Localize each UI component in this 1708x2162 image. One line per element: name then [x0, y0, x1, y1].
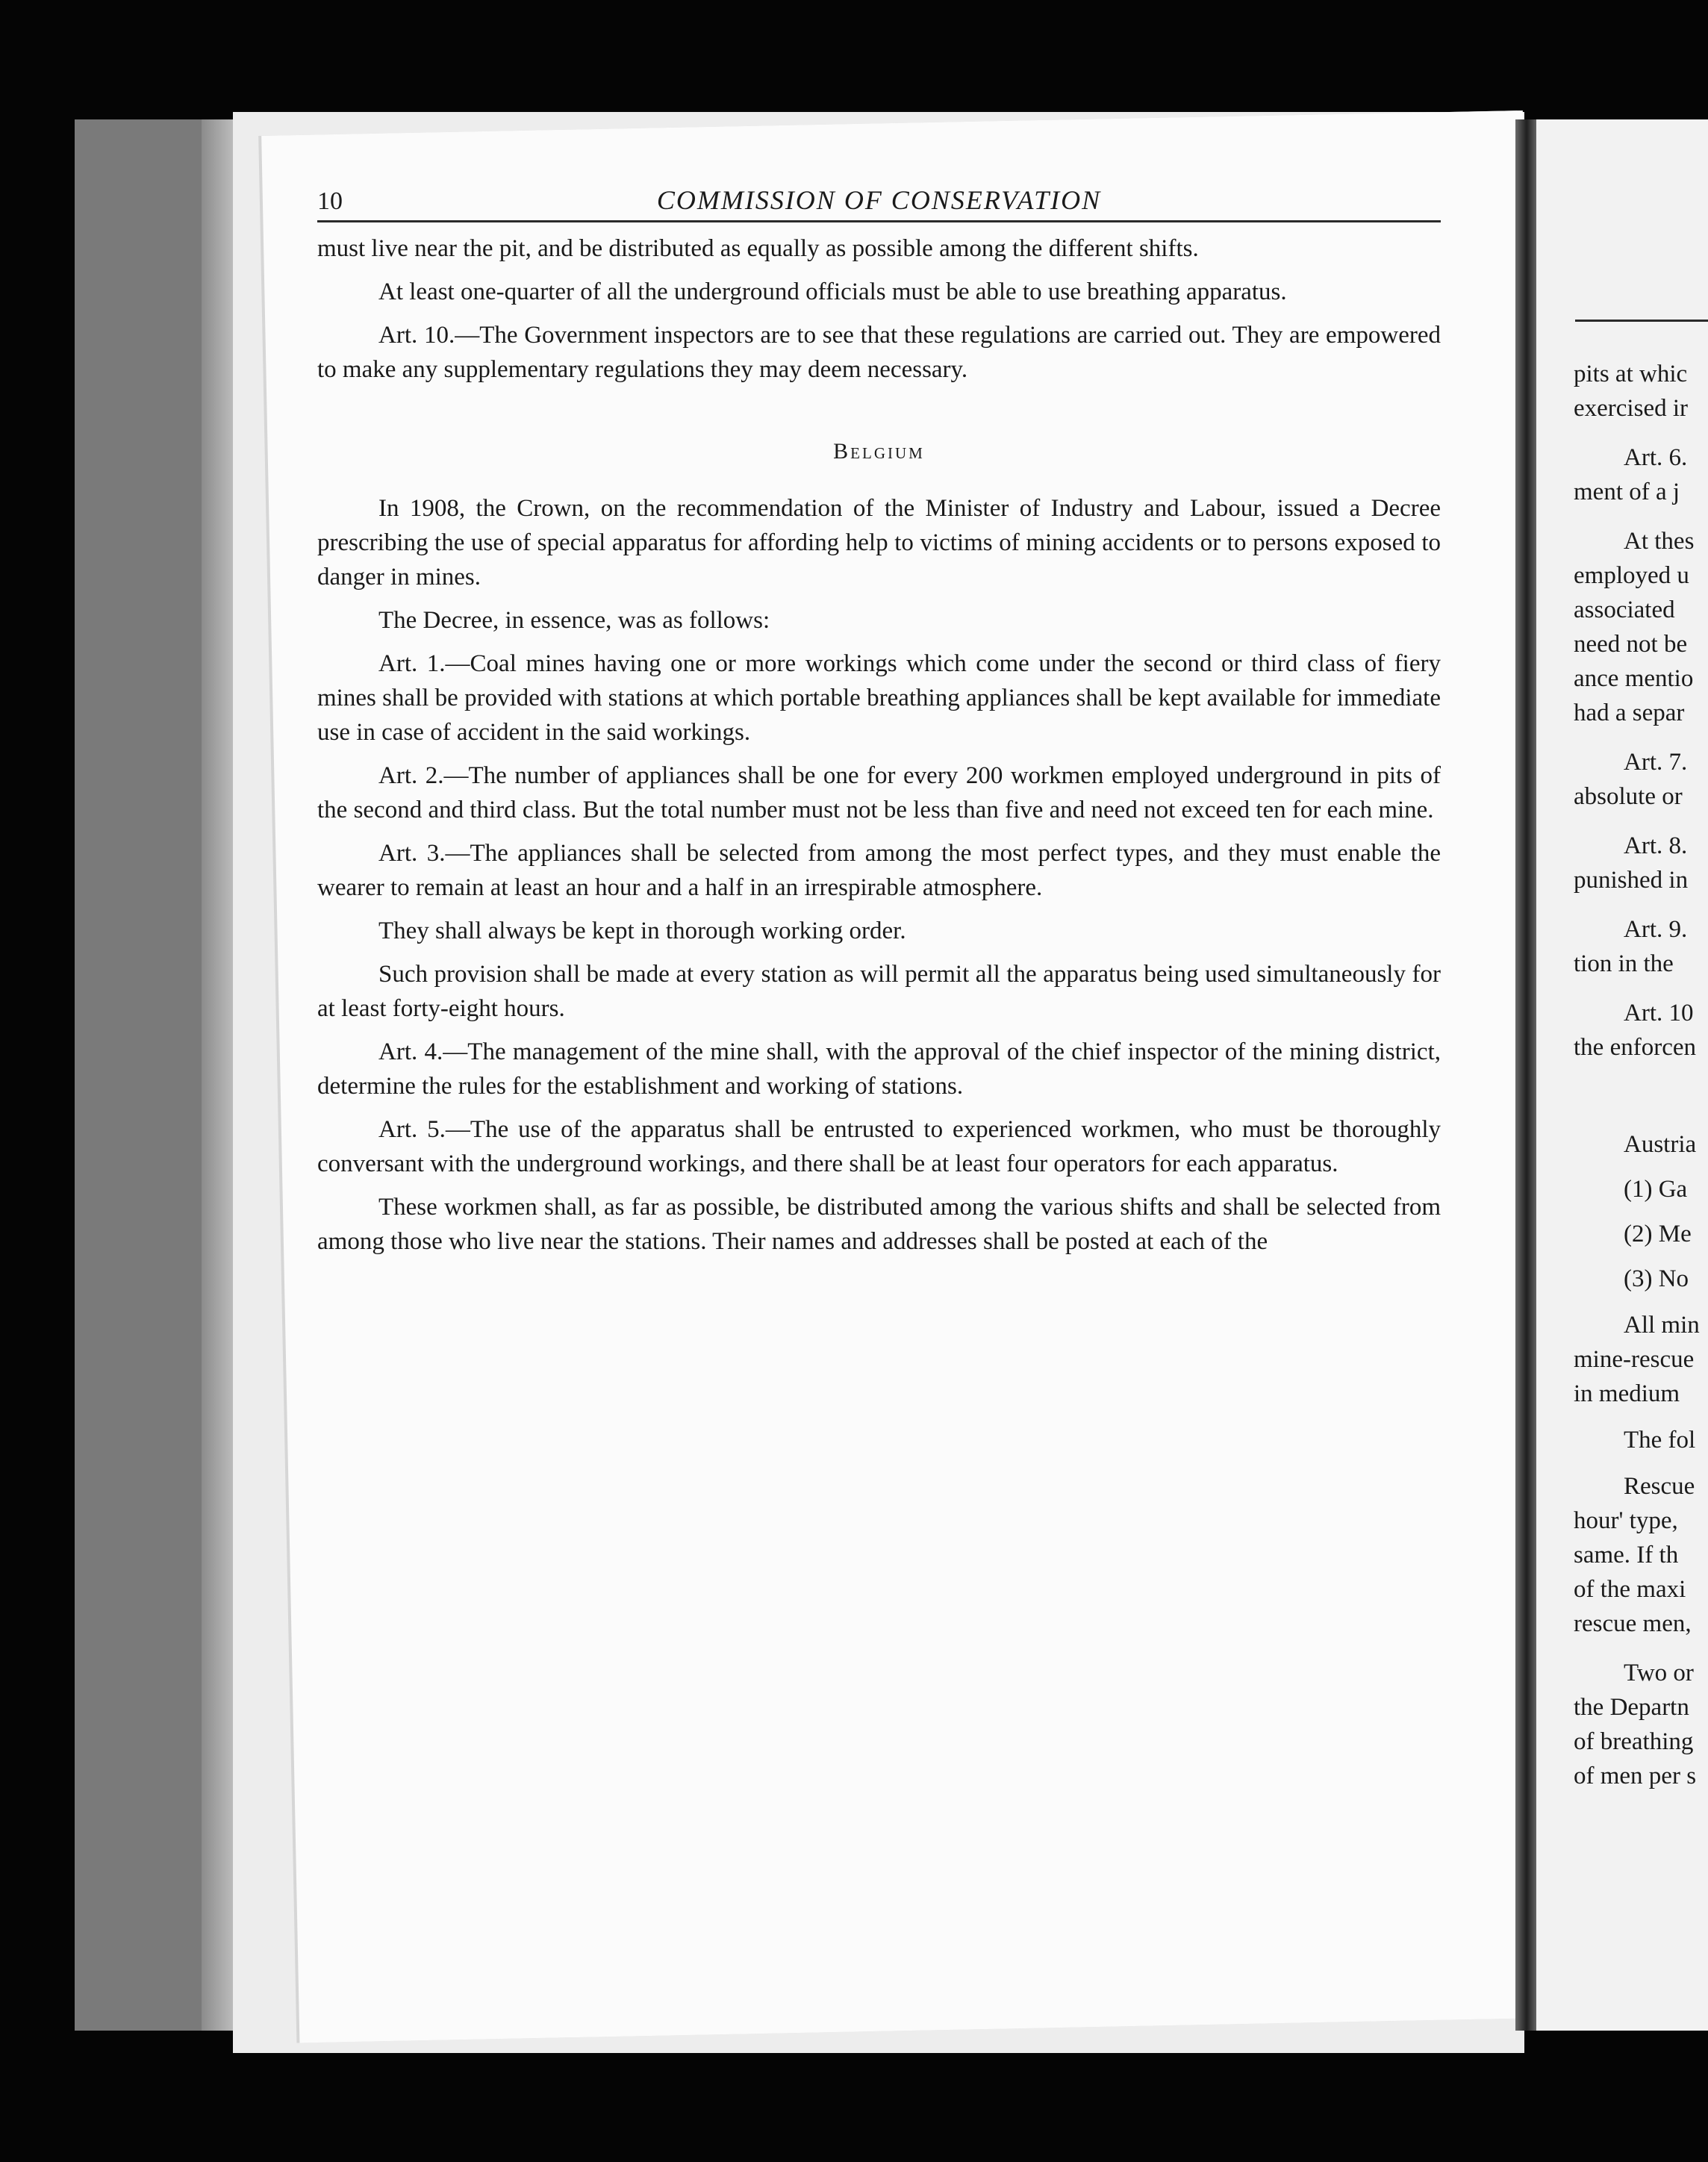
paragraph: At least one-quarter of all the underground officials must be able to use breathing apparatus. [378, 278, 1287, 305]
body-text [317, 231, 1441, 1268]
right-page-line: Art. 7. [1624, 749, 1688, 776]
paragraph: They shall always be kept in thorough working order. [378, 918, 906, 944]
page-number: 10 [317, 187, 343, 215]
right-page-line: mine-rescue [1574, 1346, 1695, 1373]
right-page-line: Art. 6. [1624, 444, 1688, 471]
paragraph: In 1908, the Crown, on the recommendation of the Minister of Industry and Labour, issued a Decree prescribing the use of special apparatus for affording help to victims of mining accidents or to persons exposed to danger in mines. [317, 495, 1441, 591]
right-page-line: same. If th [1574, 1542, 1679, 1568]
right-page-header-rule [1575, 320, 1708, 322]
right-page-line: (1) Ga [1624, 1176, 1688, 1203]
right-page-line: tion in the [1574, 950, 1674, 977]
right-page-line: All min [1624, 1312, 1700, 1339]
right-page-line: exercised ir [1574, 395, 1688, 422]
right-page-line: (2) Me [1624, 1221, 1692, 1247]
paragraph: must live near the pit, and be distributed as equally as possible among the different shifts. [317, 235, 1199, 262]
right-page-line: At thes [1624, 528, 1695, 555]
paragraph: Art. 1.—Coal mines having one or more workings which come under the second or third class of fiery mines shall be provided with stations at which portable breathing appliances shall be kept available for immediate use in case of accident in the said workings. [317, 650, 1441, 746]
right-page-line: The fol [1624, 1427, 1696, 1454]
right-page-line: of the maxi [1574, 1576, 1686, 1603]
book-gutter [1515, 119, 1538, 2031]
right-page-line: of breathing [1574, 1728, 1694, 1755]
right-page-line: Austria [1624, 1131, 1697, 1158]
right-page-line: the enforcen [1574, 1034, 1696, 1061]
right-page-line: Art. 8. [1624, 832, 1688, 859]
section-heading: Belgium [833, 439, 925, 464]
paragraph: Such provision shall be made at every station as will permit all the apparatus being used simultaneously for at least forty-eight hours. [317, 961, 1441, 1022]
right-page-line: (3) No [1624, 1265, 1689, 1292]
paragraph: Art. 5.—The use of the apparatus shall be entrusted to experienced workmen, who must be thoroughly conversant with the underground workings, and there shall be at least four operators for each apparatus. [317, 1116, 1441, 1177]
right-page-line: the Departn [1574, 1694, 1689, 1721]
right-page-line: absolute or [1574, 783, 1683, 810]
right-page-line: need not be [1574, 631, 1688, 658]
right-page-line: had a separ [1574, 700, 1685, 726]
right-page-line: ance mentio [1574, 665, 1694, 692]
right-page-line: punished in [1574, 867, 1689, 894]
paragraph: Art. 3.—The appliances shall be selected from among the most perfect types, and they must enable the wearer to remain at least an hour and a half in an irrespirable atmosphere. [317, 840, 1441, 901]
right-page-line: in medium [1574, 1380, 1680, 1407]
right-page-line: of men per s [1574, 1763, 1697, 1789]
running-head: COMMISSION OF CONSERVATION [656, 185, 1102, 215]
right-page-line: employed u [1574, 562, 1689, 589]
paragraph: Art. 10.—The Government inspectors are to see that these regulations are carried out. They are empowered to make any supplementary regulations they may deem necessary. [317, 322, 1441, 383]
right-page-line: Two or [1624, 1660, 1694, 1686]
right-page-line: Rescue [1624, 1473, 1695, 1500]
right-page-line: ment of a j [1574, 479, 1680, 505]
right-page-line: hour' type, [1574, 1507, 1678, 1534]
right-page-line: associated [1574, 596, 1675, 623]
paragraph: The Decree, in essence, was as follows: [378, 607, 770, 634]
page-header [317, 168, 1441, 222]
right-page-line: pits at whic [1574, 361, 1688, 387]
paragraph: Art. 4.—The management of the mine shall, with the approval of the chief inspector of the mining district, determine the rules for the establishment and working of stations. [317, 1038, 1441, 1100]
right-page-line: Art. 10 [1624, 1000, 1694, 1027]
paragraph: Art. 2.—The number of appliances shall be one for every 200 workmen employed underground in pits of the second and third class. But the total number must not be less than five and need not exceed ten for each mine. [317, 762, 1441, 823]
paragraph: These workmen shall, as far as possible, be distributed among the various shifts and shall be selected from among those who live near the stations. Their names and addresses shall be posted at each of the [317, 1194, 1441, 1255]
right-page-line: rescue men, [1574, 1610, 1692, 1637]
right-page-line: Art. 9. [1624, 916, 1688, 943]
